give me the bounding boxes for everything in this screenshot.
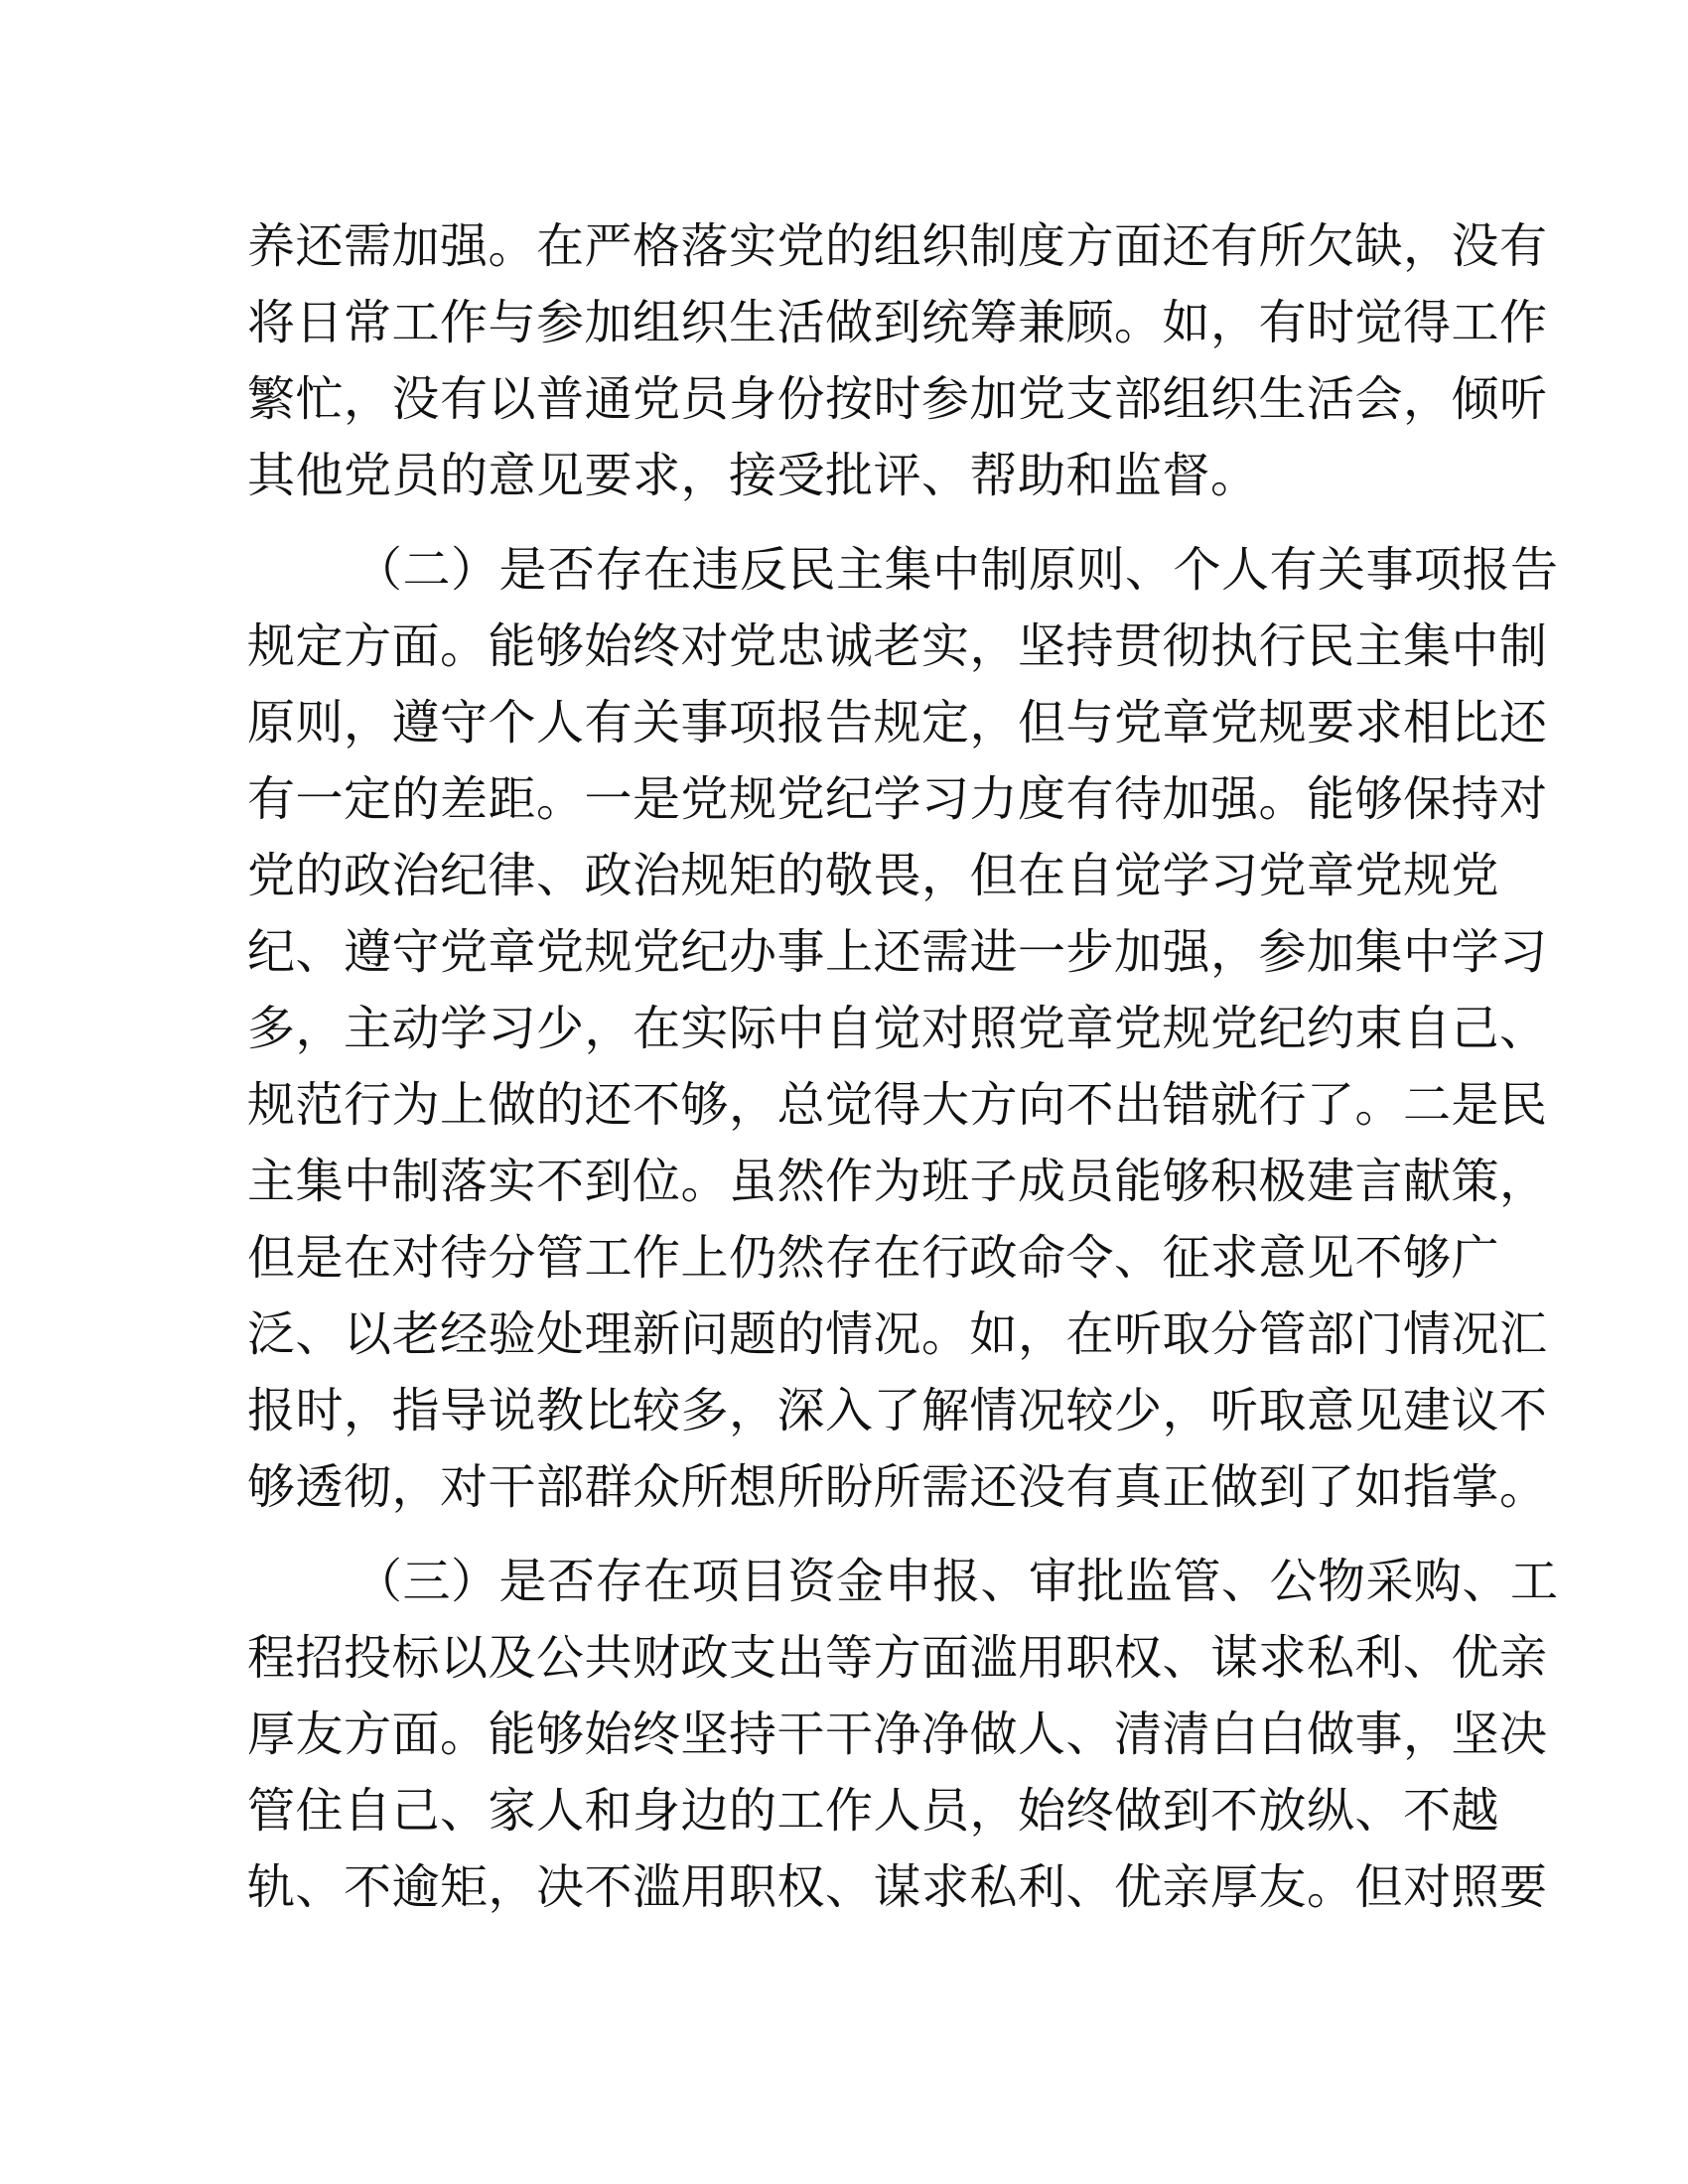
text-line: 繁忙，没有以普通党员身份按时参加党支部组织生活会，倾听 [247, 371, 1548, 427]
text-line: 规范行为上做的还不够，总觉得大方向不出错就行了。二是民 [247, 1077, 1548, 1133]
text-line: 程招投标以及公共财政支出等方面滥用职权、谋求私利、优亲 [247, 1630, 1548, 1686]
text-line: 报时，指导说教比较多，深入了解情况较少，听取意见建议不 [247, 1383, 1548, 1438]
text-line: 纪、遵守党章党规党纪办事上还需进一步加强，参加集中学习 [247, 924, 1548, 980]
text-line: 主集中制落实不到位。虽然作为班子成员能够积极建言献策， [247, 1154, 1548, 1209]
text-line: 管住自己、家人和身边的工作人员，始终做到不放纵、不越 [247, 1783, 1500, 1839]
text-line: 规定方面。能够始终对党忠诚老实，坚持贯彻执行民主集中制 [247, 618, 1548, 674]
paragraph-2 [247, 532, 1559, 1526]
text-line: 其他党员的意见要求，接受批评、帮助和监督。 [247, 448, 1259, 503]
text-line: 但是在对待分管工作上仍然存在行政命令、征求意见不够广 [247, 1230, 1500, 1286]
text-line: 多，主动学习少，在实际中自觉对照党章党规党纪约束自己、 [247, 1001, 1548, 1056]
paragraph-spacer [247, 514, 1449, 532]
text-line: （三）是否存在项目资金申报、审批监管、公物采购、工 [354, 1554, 1559, 1609]
text-line: 轨、不逾矩，决不滥用职权、谋求私利、优亲厚友。但对照要 [247, 1859, 1548, 1915]
text-line: 养还需加强。在严格落实党的组织制度方面还有所欠缺，没有 [247, 218, 1548, 274]
paragraph-1 [247, 208, 1548, 514]
text-line: （二）是否存在违反民主集中制原则、个人有关事项报告 [354, 542, 1559, 598]
paragraph-spacer [247, 1526, 1449, 1544]
document-page [247, 208, 1559, 1926]
text-line: 将日常工作与参加组织生活做到统筹兼顾。如，有时觉得工作 [247, 295, 1548, 350]
text-line: 泛、以老经验处理新问题的情况。如，在听取分管部门情况汇 [247, 1306, 1548, 1362]
text-line: 党的政治纪律、政治规矩的敬畏，但在自觉学习党章党规党 [247, 848, 1500, 903]
text-line: 够透彻，对干部群众所想所盼所需还没有真正做到了如指掌。 [247, 1459, 1548, 1515]
text-line: 厚友方面。能够始终坚持干干净净做人、清清白白做事，坚决 [247, 1706, 1548, 1762]
paragraph-3 [247, 1544, 1559, 1926]
text-line: 原则，遵守个人有关事项报告规定，但与党章党规要求相比还 [247, 695, 1548, 751]
text-line: 有一定的差距。一是党规党纪学习力度有待加强。能够保持对 [247, 771, 1548, 827]
